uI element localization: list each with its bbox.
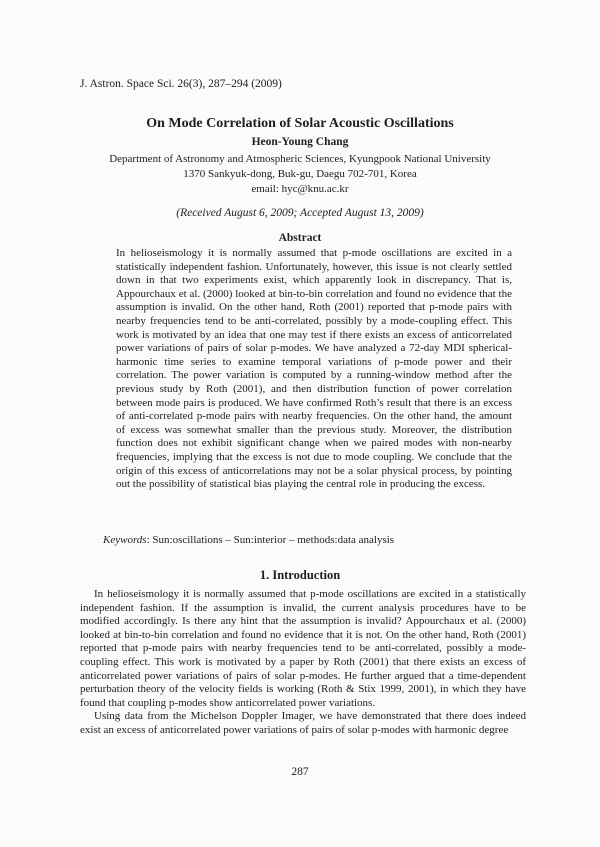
section-heading-introduction: 1. Introduction xyxy=(259,568,341,582)
introduction-body xyxy=(80,588,526,738)
affiliation-line-2: 1370 Sankyuk-dong, Buk-gu, Daegu 702-701, Korea xyxy=(183,168,417,180)
page-number: 287 xyxy=(291,766,309,778)
keywords-label: Keywords xyxy=(103,534,147,546)
intro-paragraph-1: In helioseismology it is normally assumed that p-mode oscillations are excited in a statistically independent fashion. If the assumption is invalid, the current analysis procedures have to be modified accordingly. Is there any hint that the assumption is invalid? Appourchaux et al. (2000) looked at bin-to-bin correlation and found no evidence that it is not. On the other hand, Roth (2001) reported that p-mode pairs with nearby frequencies tend to be anti-correlated, possibly a mode-coupling effect. This work is motivated by a paper by Roth (2001) that there exists an excess of anticorrelated power variations of pairs of solar p-modes. He further argued that a time-dependent perturbation theory of the velocity fields is working (Roth & Stix 1999, 2001), in which they have found that coupling p-modes show anticorrelated power variations. xyxy=(80,588,526,709)
abstract-text: In helioseismology it is normally assumed that p-mode oscillations are excited in a statistically independent fashion. Unfortunately, however, this issue is not clearly settled down in that two experiments exist, which apparently look in discrepancy. That is, Appourchaux et al. (2000) looked at bin-to-bin correlation and found no evidence that the assumption is invalid. On the other hand, Roth (2001) reported that p-mode pairs with nearby frequencies tend to be anti-correlated, possibly by a mode-coupling effect. This work is motivated by an idea that one may test if there exists an excess of anticorrelated power variations of pairs of solar p-modes. We have analyzed a 72-day MDI spherical-harmonic time series to examine temporal variations of p-mode power and their correlation. The power variation is computed by a running-window method after the previous study by Roth (2001), and then distribution function of power correlation between mode pairs is produced. We have confirmed Roth’s result that there is an excess of anti-correlated p-mode pairs with nearby frequencies. On the other hand, the amount of excess was somewhat smaller than the previous study. Moreover, the distribution function does not exhibit significant change when we paired modes with non-nearby frequencies, implying that the excess is not due to mode coupling. We conclude that the origin of this excess of anticorrelations may not be a solar physical process, by pointing out the possibility of statistical bias playing the central role in producing the excess. xyxy=(116,247,512,491)
received-dates: (Received August 6, 2009; Accepted August 13, 2009) xyxy=(176,207,424,219)
paper-title: On Mode Correlation of Solar Acoustic Oscillations xyxy=(146,116,454,131)
abstract-heading: Abstract xyxy=(278,232,322,244)
author-name: Heon-Young Chang xyxy=(251,136,349,148)
journal-citation: J. Astron. Space Sci. 26(3), 287–294 (2009) xyxy=(80,78,282,90)
keywords-text: : Sun:oscillations – Sun:interior – methods:data analysis xyxy=(146,534,395,546)
affiliation-line-1: Department of Astronomy and Atmospheric Sciences, Kyungpook National University xyxy=(109,153,491,165)
author-email: email: hyc@knu.ac.kr xyxy=(251,183,349,195)
keywords-line xyxy=(103,534,394,546)
intro-paragraph-2: Using data from the Michelson Doppler Imager, we have demonstrated that there does indeed exist an excess of anticorrelated power variations of pairs of solar p-modes with harmonic degree xyxy=(80,710,526,736)
